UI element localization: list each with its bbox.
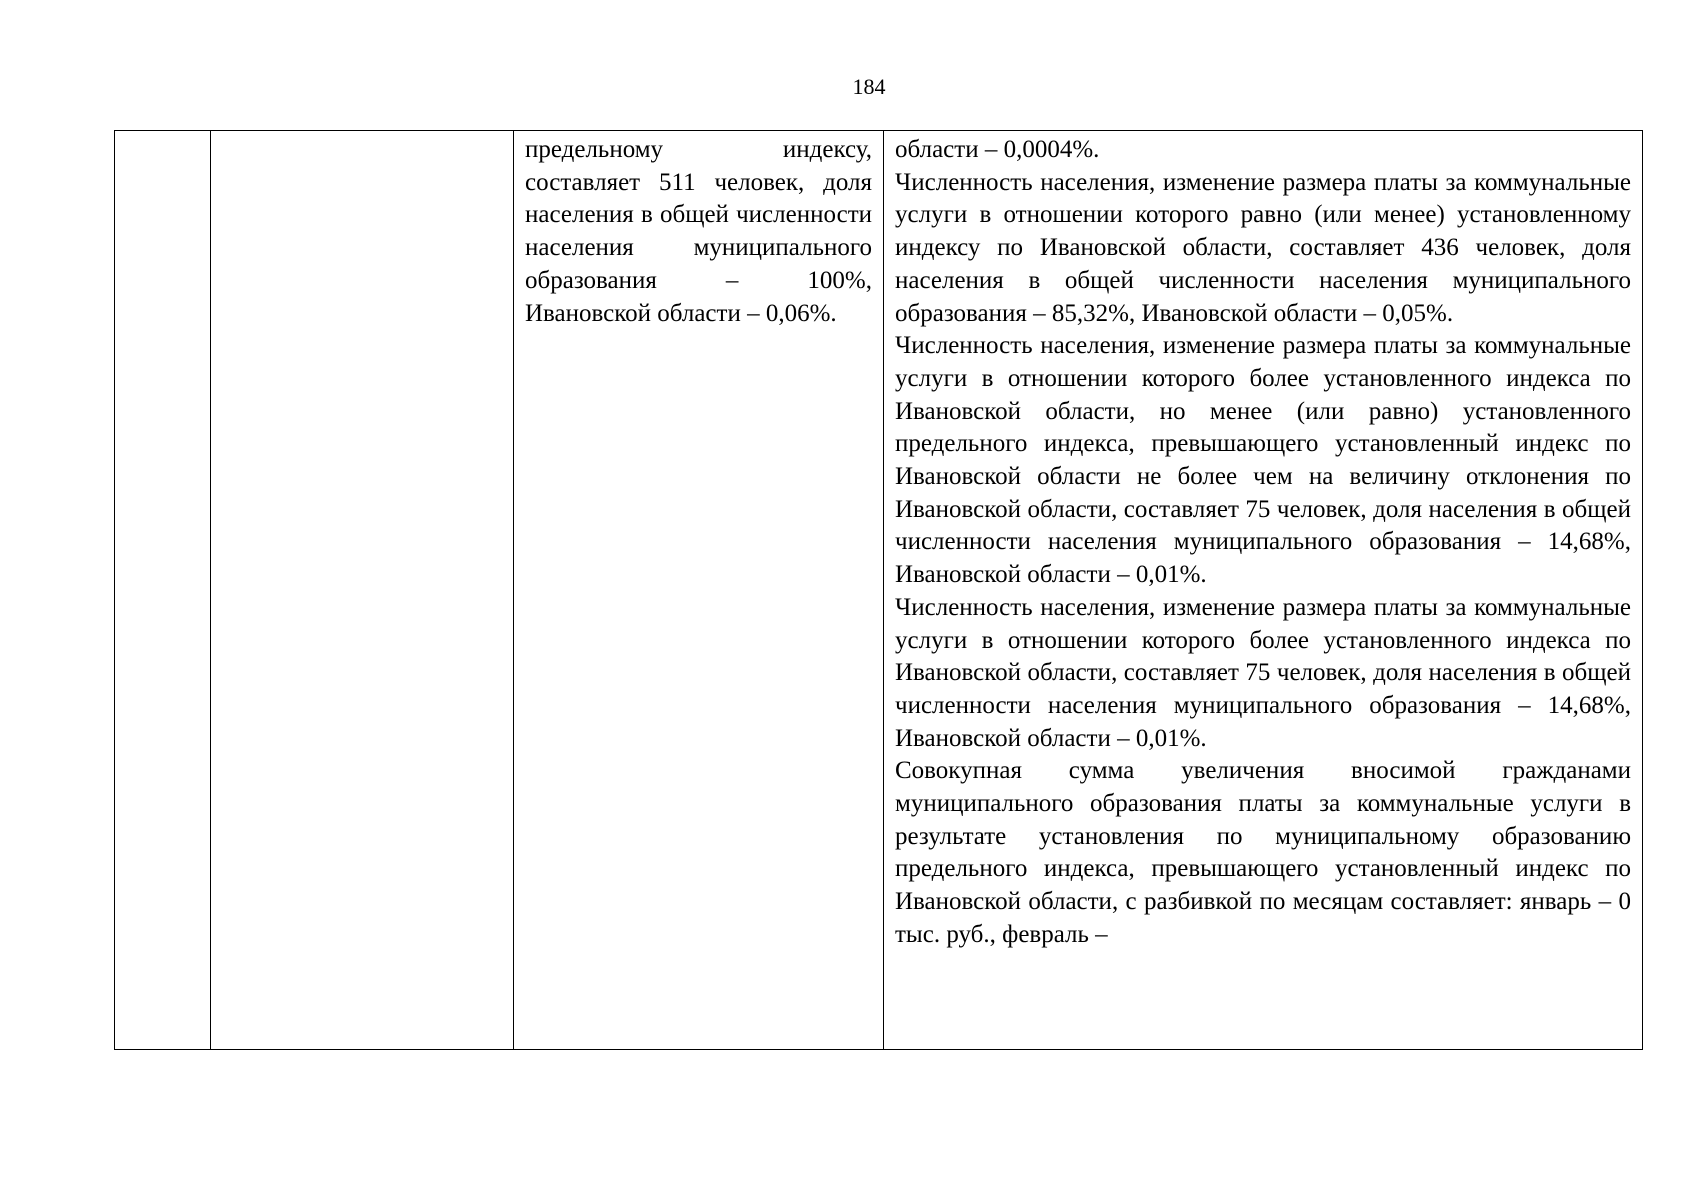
- paragraph: Численность населения, изменение размера платы за коммунальные услуги в отношении которого равно (или менее) установленному индексу по Ивановской области, составляет 436 человек, доля населения в общей численности населения муниципального образования – 85,32%, Ивановской области – 0,05%.: [895, 168, 1631, 327]
- document-table: [114, 130, 1643, 1050]
- cell-text-col3: [514, 131, 883, 330]
- paragraph: области – 0,0004%.: [895, 136, 1100, 163]
- table-cell-col1: [115, 131, 211, 1050]
- table-cell-col2: [211, 131, 514, 1050]
- table-cell-col4: [884, 131, 1643, 1050]
- table-cell-col3: [514, 131, 884, 1050]
- cell-text-col4: [884, 131, 1642, 952]
- paragraph: предельному индексу, составляет 511 человек, доля населения в общей численности населения муниципального образования – 100%, Ивановской области – 0,06%.: [525, 136, 872, 327]
- page-number: 184: [852, 74, 886, 99]
- paragraph: Численность населения, изменение размера платы за коммунальные услуги в отношении которого более установленного индекса по Ивановской области, но менее (или равно) установленного предельного индекса, превышающего установленный индекс по Ивановской области не более чем на величину отклонения по Ивановской области, составляет 75 человек, доля населения в общей численности населения муниципального образования – 14,68%, Ивановской области – 0,01%.: [895, 332, 1631, 589]
- table-row: [115, 131, 1643, 1050]
- paragraph: Совокупная сумма увеличения вносимой гражданами муниципального образования платы за коммунальные услуги в результате установления по муниципальному образованию предельного индекса, превышающего установленный индекс по Ивановской области, с разбивкой по месяцам составляет: январь – 0 тыс. руб., февраль –: [895, 757, 1631, 948]
- paragraph: Численность населения, изменение размера платы за коммунальные услуги в отношении которого более установленного индекса по Ивановской области, составляет 75 человек, доля населения в общей численности населения муниципального образования – 14,68%, Ивановской области – 0,01%.: [895, 593, 1631, 752]
